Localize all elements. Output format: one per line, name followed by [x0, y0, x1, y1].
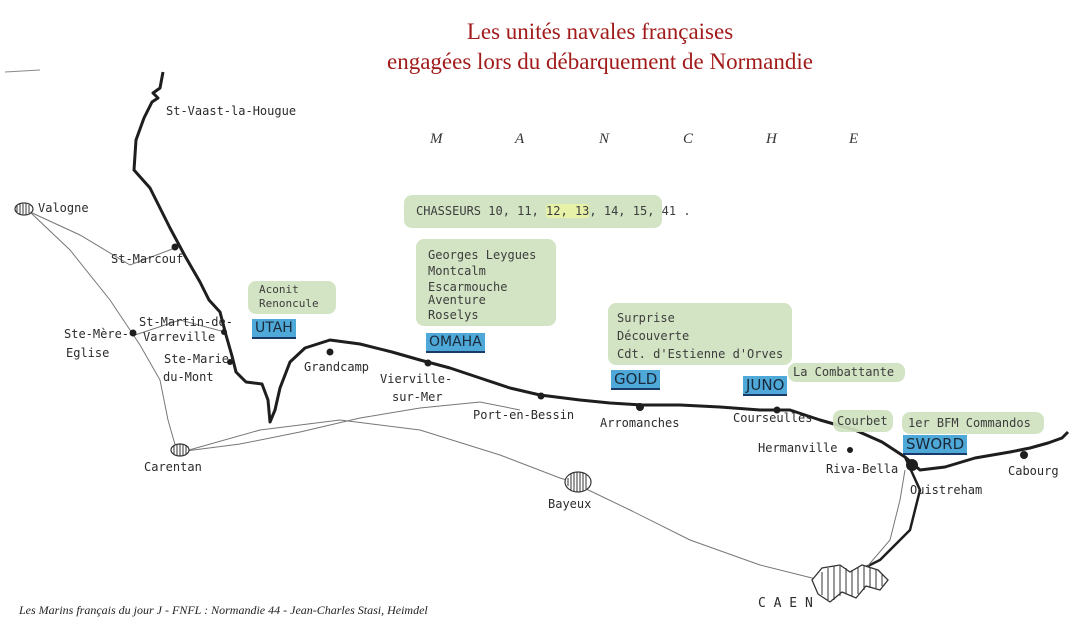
place-hermanville: Hermanville	[758, 441, 838, 455]
beach-utah: UTAH	[252, 319, 296, 339]
place-cabourg: Cabourg	[1008, 464, 1059, 478]
place-port-en-bessin: Port-en-Bessin	[473, 408, 575, 422]
cotentin-inland-line	[5, 70, 40, 72]
sword-commandos-label: 1er BFM Commandos	[908, 416, 1031, 430]
place-st-vaast: St-Vaast-la-Hougue	[166, 104, 297, 118]
bayeux-town	[565, 472, 591, 492]
sea-letter-h: H	[766, 131, 777, 147]
chasseurs-prefix: CHASSEURS 10, 11,	[416, 204, 547, 218]
beach-juno: JUNO	[743, 376, 787, 396]
caen-town	[812, 565, 888, 602]
place-st-martin-1: St-Martin-de-	[139, 315, 233, 329]
sea-letter-a: A	[515, 131, 525, 147]
place-st-martin-2: Varreville	[143, 330, 216, 344]
ship-renoncule: Renoncule	[259, 297, 319, 310]
place-ste-mere-1: Ste-Mère-	[64, 327, 130, 341]
road-carentan-coast	[178, 402, 520, 452]
beach-gold: GOLD	[611, 370, 660, 390]
place-courseulles: Courseulles	[733, 411, 813, 425]
ship-estienne-dorves: Cdt. d'Estienne d'Orves	[617, 347, 784, 361]
place-vierville-1: Vierville-	[380, 372, 453, 386]
town-dots	[130, 244, 1029, 472]
place-ste-marie-1: Ste-Marie-	[164, 352, 237, 366]
place-valogne: Valogne	[38, 201, 89, 215]
ship-aventure: Aventure	[428, 293, 486, 307]
chasseurs-label	[416, 204, 691, 218]
sea-letter-m: M	[430, 131, 443, 147]
bayeux-hatch	[568, 472, 586, 492]
title-line-1: Les unités navales françaises	[466, 19, 734, 44]
ship-escarmouche: Escarmouche	[428, 280, 508, 294]
chasseurs-suffix: , 14, 15, 41 .	[589, 204, 691, 218]
ship-surprise: Surprise	[617, 311, 675, 325]
place-vierville-2: sur-Mer	[392, 390, 443, 404]
place-arromanches: Arromanches	[600, 416, 680, 430]
ship-aconit: Aconit	[259, 283, 299, 296]
ship-roselys: Roselys	[428, 308, 479, 322]
utah-ships-box	[248, 281, 336, 314]
valogne-town	[15, 203, 33, 215]
chasseurs-box	[404, 195, 691, 228]
sea-letter-n: N	[599, 131, 610, 147]
ship-georges-leygues: Georges Leygues	[428, 248, 537, 262]
courbet-box	[833, 410, 893, 432]
sea-letter-e: E	[849, 131, 859, 147]
place-caen: C A E N	[758, 596, 813, 611]
place-bayeux: Bayeux	[548, 497, 592, 511]
sea-letter-c: C	[683, 131, 694, 147]
place-ste-marie-2: du-Mont	[163, 370, 214, 384]
place-riva-bella: Riva-Bella	[826, 462, 899, 476]
ship-la-combattante: La Combattante	[793, 365, 895, 379]
juno-ship-box	[788, 363, 905, 382]
ship-decouverte: Découverte	[617, 329, 690, 343]
place-st-marcouf: St-Marcouf	[111, 252, 184, 266]
road-bayeux-caen	[580, 486, 820, 580]
place-ouistreham: Ouistreham	[910, 483, 983, 497]
ship-montcalm: Montcalm	[428, 264, 486, 278]
source-credit: Les Marins français du jour J - FNFL : Normandie 44 - Jean-Charles Stasi, Heimdel	[19, 603, 428, 617]
beach-omaha: OMAHA	[426, 333, 485, 353]
sword-commandos-box	[902, 412, 1044, 434]
place-grandcamp: Grandcamp	[304, 360, 370, 374]
title-line-2: engagées lors du débarquement de Normandie	[387, 49, 813, 74]
chasseurs-highlighted: 12, 13	[546, 204, 590, 218]
gold-ships-box	[608, 303, 792, 365]
place-ste-mere-2: Eglise	[66, 346, 110, 360]
beach-sword: SWORD	[903, 435, 967, 455]
omaha-ships-box	[416, 239, 556, 326]
place-carentan: Carentan	[144, 460, 202, 474]
road-carentan-bayeux	[182, 420, 580, 484]
ship-courbet: Courbet	[837, 414, 888, 428]
